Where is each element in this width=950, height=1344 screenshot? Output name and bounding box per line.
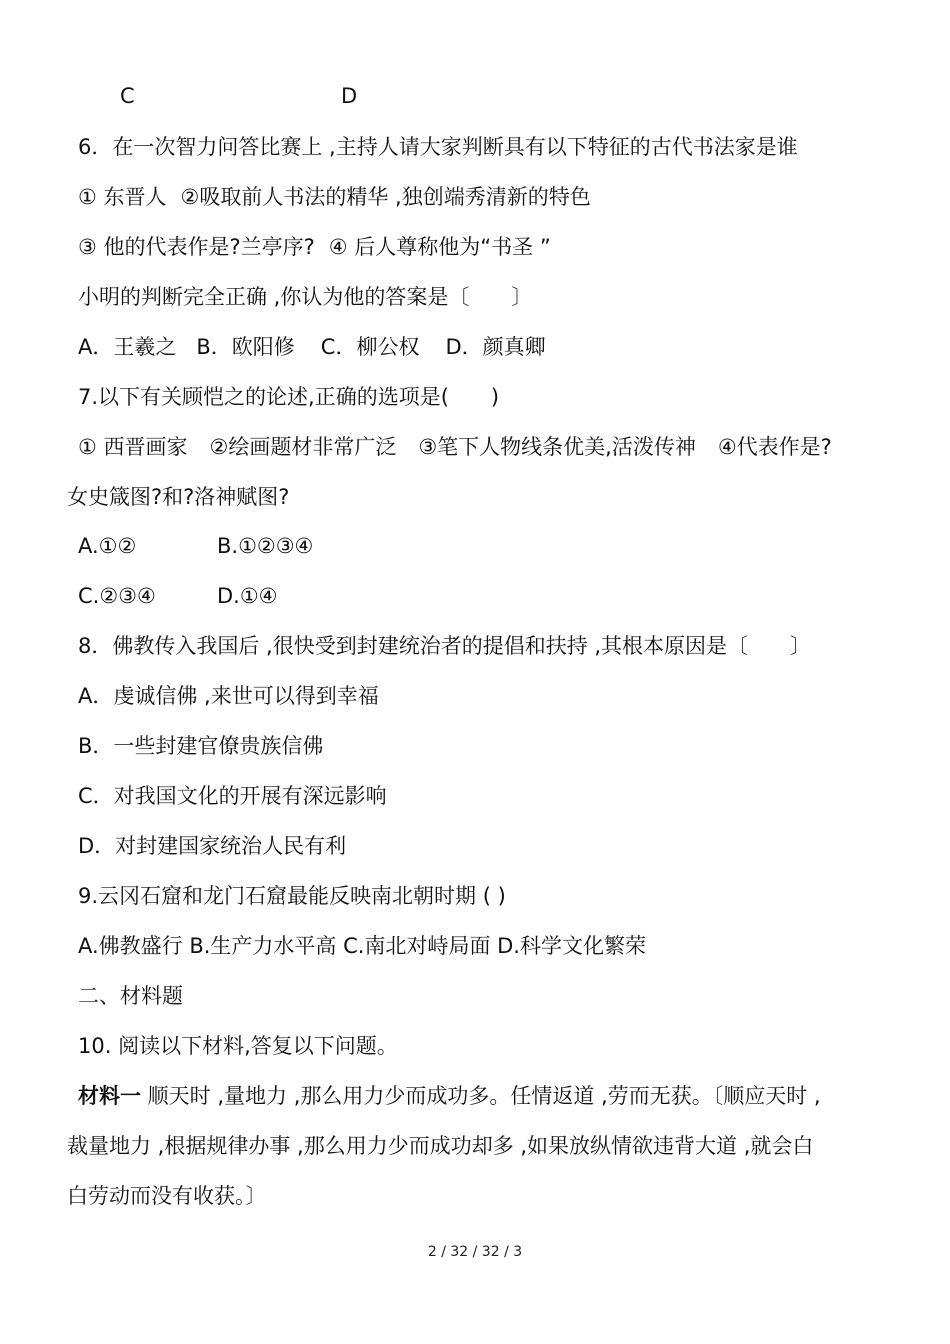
q8-option-d: D．对封建国家统治人民有利 [78, 834, 347, 858]
q6-option-b: B．欧阳修 [196, 335, 295, 359]
q7-option-b: B.①②③④ [217, 534, 314, 558]
q6-clue-1: ① 东晋人 [78, 185, 167, 209]
q7-stem: 7.以下有关顾恺之的论述,正确的选项是( ) [78, 385, 500, 409]
q9-options: A.佛教盛行 B.生产力水平高 C.南北对峙局面 D.科学文化繁荣 [78, 934, 646, 958]
q6-stem: 6．在一次智力问答比赛上 ,主持人请大家判断具有以下特征的古代书法家是谁 [78, 135, 798, 159]
section-title: 二、材料题 [78, 984, 183, 1008]
q6-clue-3: ③ 他的代表作是?兰亭序? [78, 235, 315, 259]
q7-item-1: ① 西晋画家 [78, 435, 188, 459]
material-text-1: 顺天时 ,量地力 ,那么用力少而成功多。任情返道 ,劳而无获。〔顺应天时 , [141, 1084, 821, 1108]
q7-items-line2: 女史箴图?和?洛神赋图? [67, 485, 290, 509]
q6-clue-4: ④ 后人尊称他为“书圣 ” [328, 235, 551, 259]
q6-clue-2: ②吸取前人书法的精华 ,独创端秀清新的特色 [180, 185, 591, 209]
q6-clues-line1 [78, 182, 591, 212]
q9-stem: 9.云冈石窟和龙门石窟最能反映南北朝时期 ( ) [78, 884, 506, 908]
q10-material-line1 [78, 1081, 821, 1111]
q7-option-d: D.①④ [217, 584, 278, 608]
q6-option-d: D．颜真卿 [445, 335, 546, 359]
q7-items-line1 [78, 432, 832, 462]
q7-item-2: ②绘画题材非常广泛 [209, 435, 397, 459]
q10-material-line2: 裁量地力 ,根据规律办事 ,那么用力少而成功却多 ,如果放纵情欲违背大道 ,就会白 [67, 1134, 814, 1158]
q6-options [78, 332, 546, 362]
material-label: 材料一 [78, 1084, 141, 1108]
q8-option-b: B．一些封建官僚贵族信佛 [78, 734, 324, 758]
q6-option-c: C．柳公权 [320, 335, 420, 359]
q7-item-4: ④代表作是? [717, 435, 832, 459]
q6-prompt: 小明的判断完全正确 ,你认为他的答案是〔 〕 [78, 285, 533, 309]
page-number: 2 / 32 / 32 / 3 [427, 1244, 523, 1260]
q7-option-c: C.②③④ [78, 584, 156, 608]
q6-clues-line2 [78, 232, 551, 262]
q5-option-d: D [341, 84, 358, 108]
q8-option-a: A．虔诚信佛 ,来世可以得到幸福 [78, 684, 379, 708]
q10-material-line3: 白劳动而没有收获。〕 [67, 1184, 267, 1208]
q10-stem: 10. 阅读以下材料,答复以下问题。 [78, 1034, 398, 1058]
q8-option-c: C．对我国文化的开展有深远影响 [78, 784, 387, 808]
q7-option-a: A.①② [78, 534, 137, 558]
q7-item-3: ③笔下人物线条优美,活泼传神 [418, 435, 696, 459]
q8-stem: 8．佛教传入我国后 ,很快受到封建统治者的提倡和扶持 ,其根本原因是〔 〕 [78, 634, 812, 658]
q5-option-c: C [120, 84, 135, 108]
q6-option-a: A．王羲之 [78, 335, 177, 359]
